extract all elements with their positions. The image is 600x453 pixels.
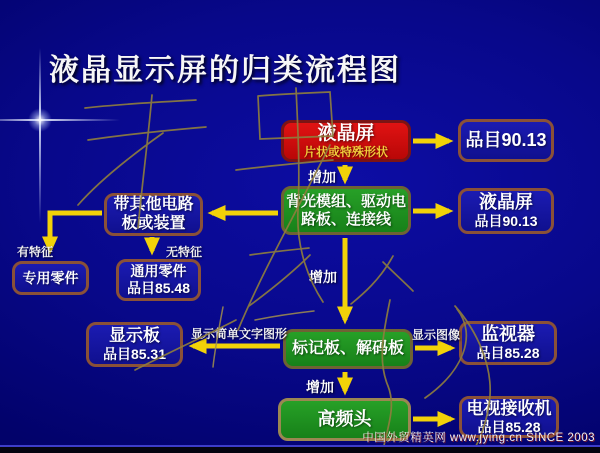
bottom-edge [0,447,600,453]
node-label: 板或装置 [121,214,186,232]
pen-stroke [138,95,152,228]
pen-stroke [382,300,391,450]
label-has-feature: 有特征 [17,245,54,259]
page-title: 液晶显示屏的归类流程图 [49,54,401,87]
watermark: 中国外贸精英网 www.jying.cn SINCE 2003 [362,432,595,444]
node-label: 高频头 [317,408,372,429]
node-label: 监视器 [481,324,535,345]
node-label: 液晶屏 [479,192,533,213]
node-sublabel: 片状或特殊形状 [303,145,388,160]
label-simple-text-graphics: 显示简单文字图形 [191,327,288,341]
label-add-2: 增加 [309,269,337,285]
node-sublabel: 品目90.13 [474,213,538,230]
pen-stroke [78,133,163,205]
pen-stroke [213,307,223,367]
pen-stroke [351,256,393,304]
label-add-3: 增加 [306,379,334,395]
pen-stroke [383,262,413,291]
pen-stroke [425,309,466,398]
pen-stroke [255,311,314,320]
pen-stroke [249,255,310,306]
node-sublabel: 品目85.31 [102,346,167,363]
label-no-feature: 无特征 [166,245,203,259]
node-label: 通用零件 [130,263,187,280]
node-label: 品目90.13 [465,129,547,150]
node-sublabel: 品目85.48 [126,280,191,296]
label-add-1: 增加 [308,169,336,185]
node-label: 路板、连接线 [300,210,391,228]
node-label: 带其他电路 [113,195,194,213]
node-label: 液晶屏 [317,122,375,144]
pen-stroke [250,248,309,255]
pen-stroke [85,100,196,108]
node-sublabel: 品目85.28 [477,418,541,435]
node-label: 电视接收机 [466,398,552,418]
node-label: 标记板、解码板 [291,339,404,357]
node-label: 显示板 [109,326,160,346]
pen-stroke [258,92,333,139]
node-sublabel: 品目85.28 [476,345,540,362]
pen-stroke [296,88,323,302]
node-label: 背光模组、驱动电 [285,192,406,210]
label-show-image: 显示图像 [412,328,461,342]
pen-stroke [238,145,330,330]
node-label: 专用零件 [22,269,79,286]
pen-stroke [135,320,236,370]
